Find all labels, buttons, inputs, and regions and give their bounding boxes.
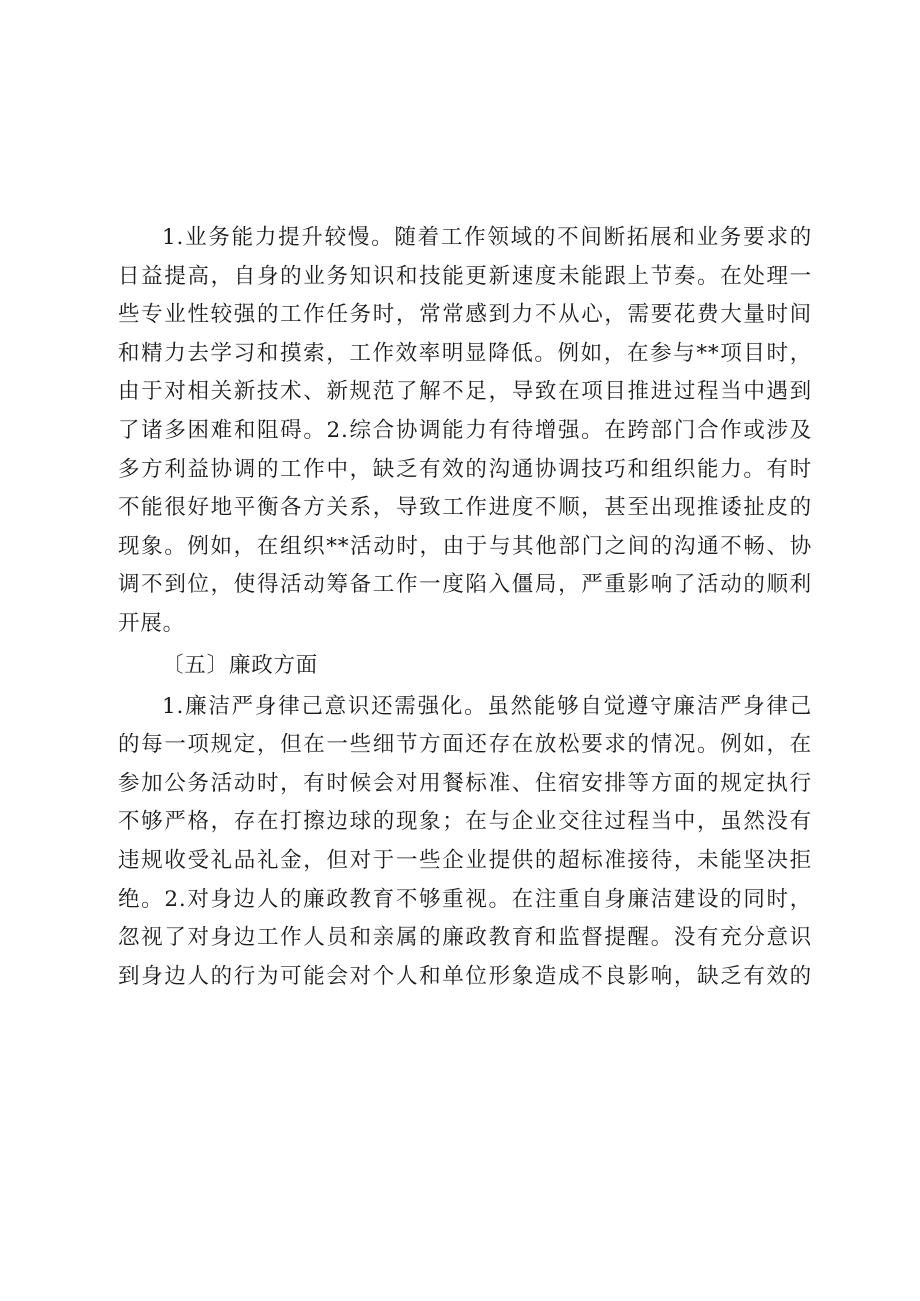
text-line: 些专业性较强的工作任务时，常常感到力不从心，需要花费大量时间 [118, 302, 812, 328]
text-line: 日益提高，自身的业务知识和技能更新速度未能跟上节奏。在处理一 [118, 263, 812, 289]
text-line: 不够严格，存在打擦边球的现象；在与企业交往过程当中，虽然没有 [118, 809, 812, 835]
text-line: 开展。 [118, 610, 185, 636]
text-line: 忽视了对身边工作人员和亲属的廉政教育和监督提醒。没有充分意识 [118, 925, 812, 951]
paragraph-integrity [118, 688, 812, 997]
paragraph-ability [118, 219, 812, 644]
section-heading: 〔五〕廉政方面 [162, 652, 319, 678]
text-line: 的每一项规定，但在一些细节方面还存在放松要求的情况。例如，在 [118, 732, 812, 758]
body-text [118, 219, 812, 996]
text-line: 和精力去学习和摸索，工作效率明显降低。例如，在参与**项目时， [118, 340, 812, 366]
text-line: 了诸多困难和阻碍。2.综合协调能力有待增强。在跨部门合作或涉及 [118, 417, 812, 443]
text-line: 绝。2.对身边人的廉政教育不够重视。在注重自身廉洁建设的同时， [118, 886, 812, 912]
text-line: 1.廉洁严身律己意识还需强化。虽然能够自觉遵守廉洁严身律己 [162, 693, 812, 719]
text-line: 参加公务活动时，有时候会对用餐标准、住宿安排等方面的规定执行 [118, 770, 812, 796]
text-line: 现象。例如，在组织**活动时，由于与其他部门之间的沟通不畅、协 [118, 533, 812, 559]
text-line: 不能很好地平衡各方关系，导致工作进度不顺，甚至出现推诿扯皮的 [118, 495, 812, 521]
text-line: 1.业务能力提升较慢。随着工作领域的不间断拓展和业务要求的 [162, 225, 812, 250]
text-line: 调不到位，使得活动筹备工作一度陷入僵局，严重影响了活动的顺利 [118, 572, 812, 598]
text-line: 违规收受礼品礼金，但对于一些企业提供的超标准接待，未能坚决拒 [118, 847, 812, 873]
text-line: 到身边人的行为可能会对个人和单位形象造成不良影响，缺乏有效的 [118, 963, 812, 989]
text-line: 由于对相关新技术、新规范了解不足，导致在项目推进过程当中遇到 [118, 379, 812, 405]
text-line: 多方利益协调的工作中，缺乏有效的沟通协调技巧和组织能力。有时 [118, 456, 812, 482]
